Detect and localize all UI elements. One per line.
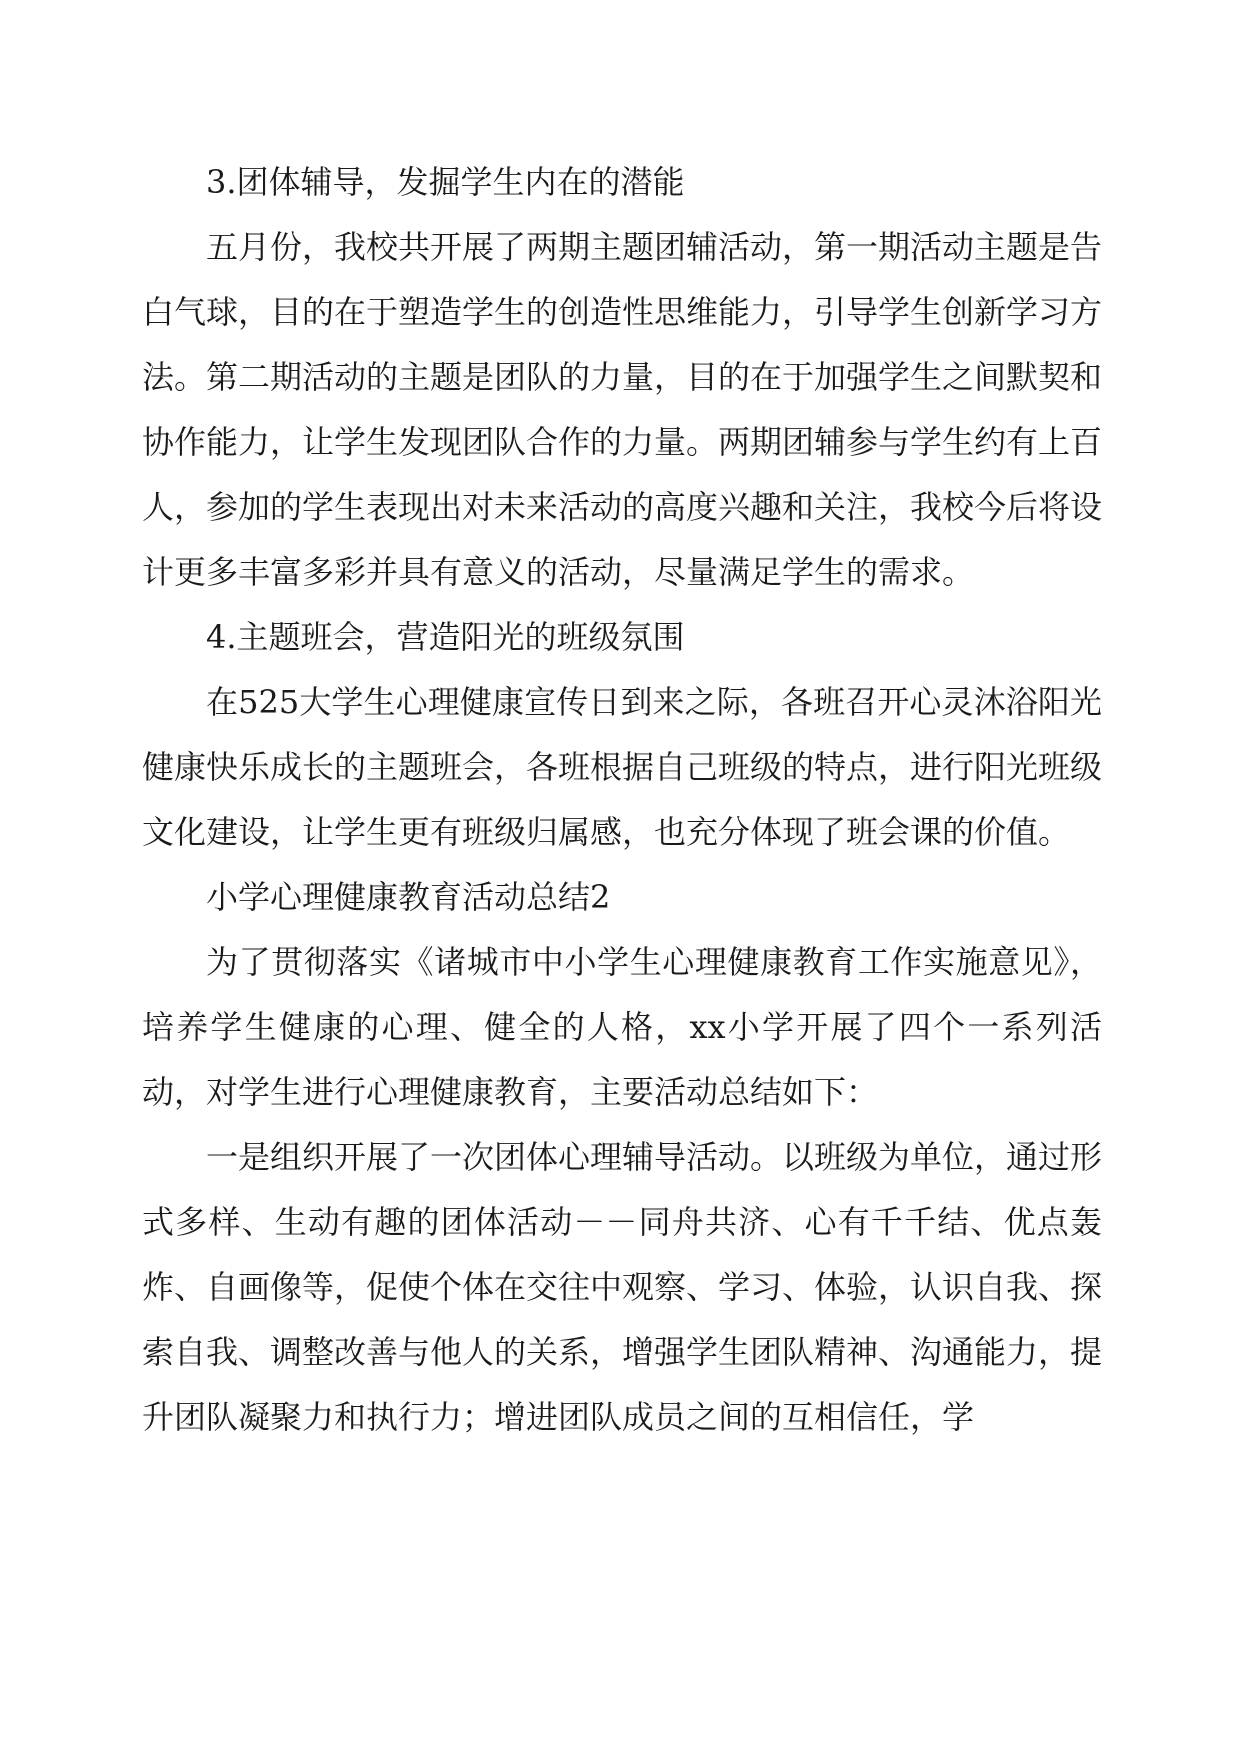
section-heading-class-meeting: 4.主题班会，营造阳光的班级氛围 xyxy=(206,618,685,656)
section-heading-group-counseling: 3.团体辅导，发掘学生内在的潜能 xyxy=(206,163,685,201)
paragraph-group-counseling-details: 五月份，我校共开展了两期主题团辅活动，第一期活动主题是告白气球，目的在于塑造学生的创造性思维能力，引导学生创新学习方法。第二期活动的主题是团队的力量，目的在于加强学生之间默契和协作能力，让学生发现团队合作的力量。两期团辅参与学生约有上百人，参加的学生表现出对未来活动的高度兴趣和关注，我校今后将设计更多丰富多彩并具有意义的活动，尽量满足学生的需求。 xyxy=(142,228,1103,591)
paragraph-summary-intro: 为了贯彻落实《诸城市中小学生心理健康教育工作实施意见》，培养学生健康的心理、健全的人格，xx小学开展了四个一系列活动，对学生进行心理健康教育，主要活动总结如下： xyxy=(142,943,1102,1111)
summary-title-2: 小学心理健康教育活动总结2 xyxy=(206,878,611,916)
paragraph-first-activity: 一是组织开展了一次团体心理辅导活动。以班级为单位，通过形式多样、生动有趣的团体活动－－同舟共济、心有千千结、优点轰炸、自画像等，促使个体在交往中观察、学习、体验，认识自我、探索自我、调整改善与他人的关系，增强学生团队精神、沟通能力，提升团队凝聚力和执行力；增进团队成员之间的互相信任，学 xyxy=(142,1138,1103,1436)
paragraph-class-meeting-details: 在525大学生心理健康宣传日到来之际，各班召开心灵沐浴阳光健康快乐成长的主题班会，各班根据自己班级的特点，进行阳光班级文化建设，让学生更有班级归属感，也充分体现了班会课的价值。 xyxy=(142,683,1103,851)
document-body xyxy=(142,150,1102,1450)
